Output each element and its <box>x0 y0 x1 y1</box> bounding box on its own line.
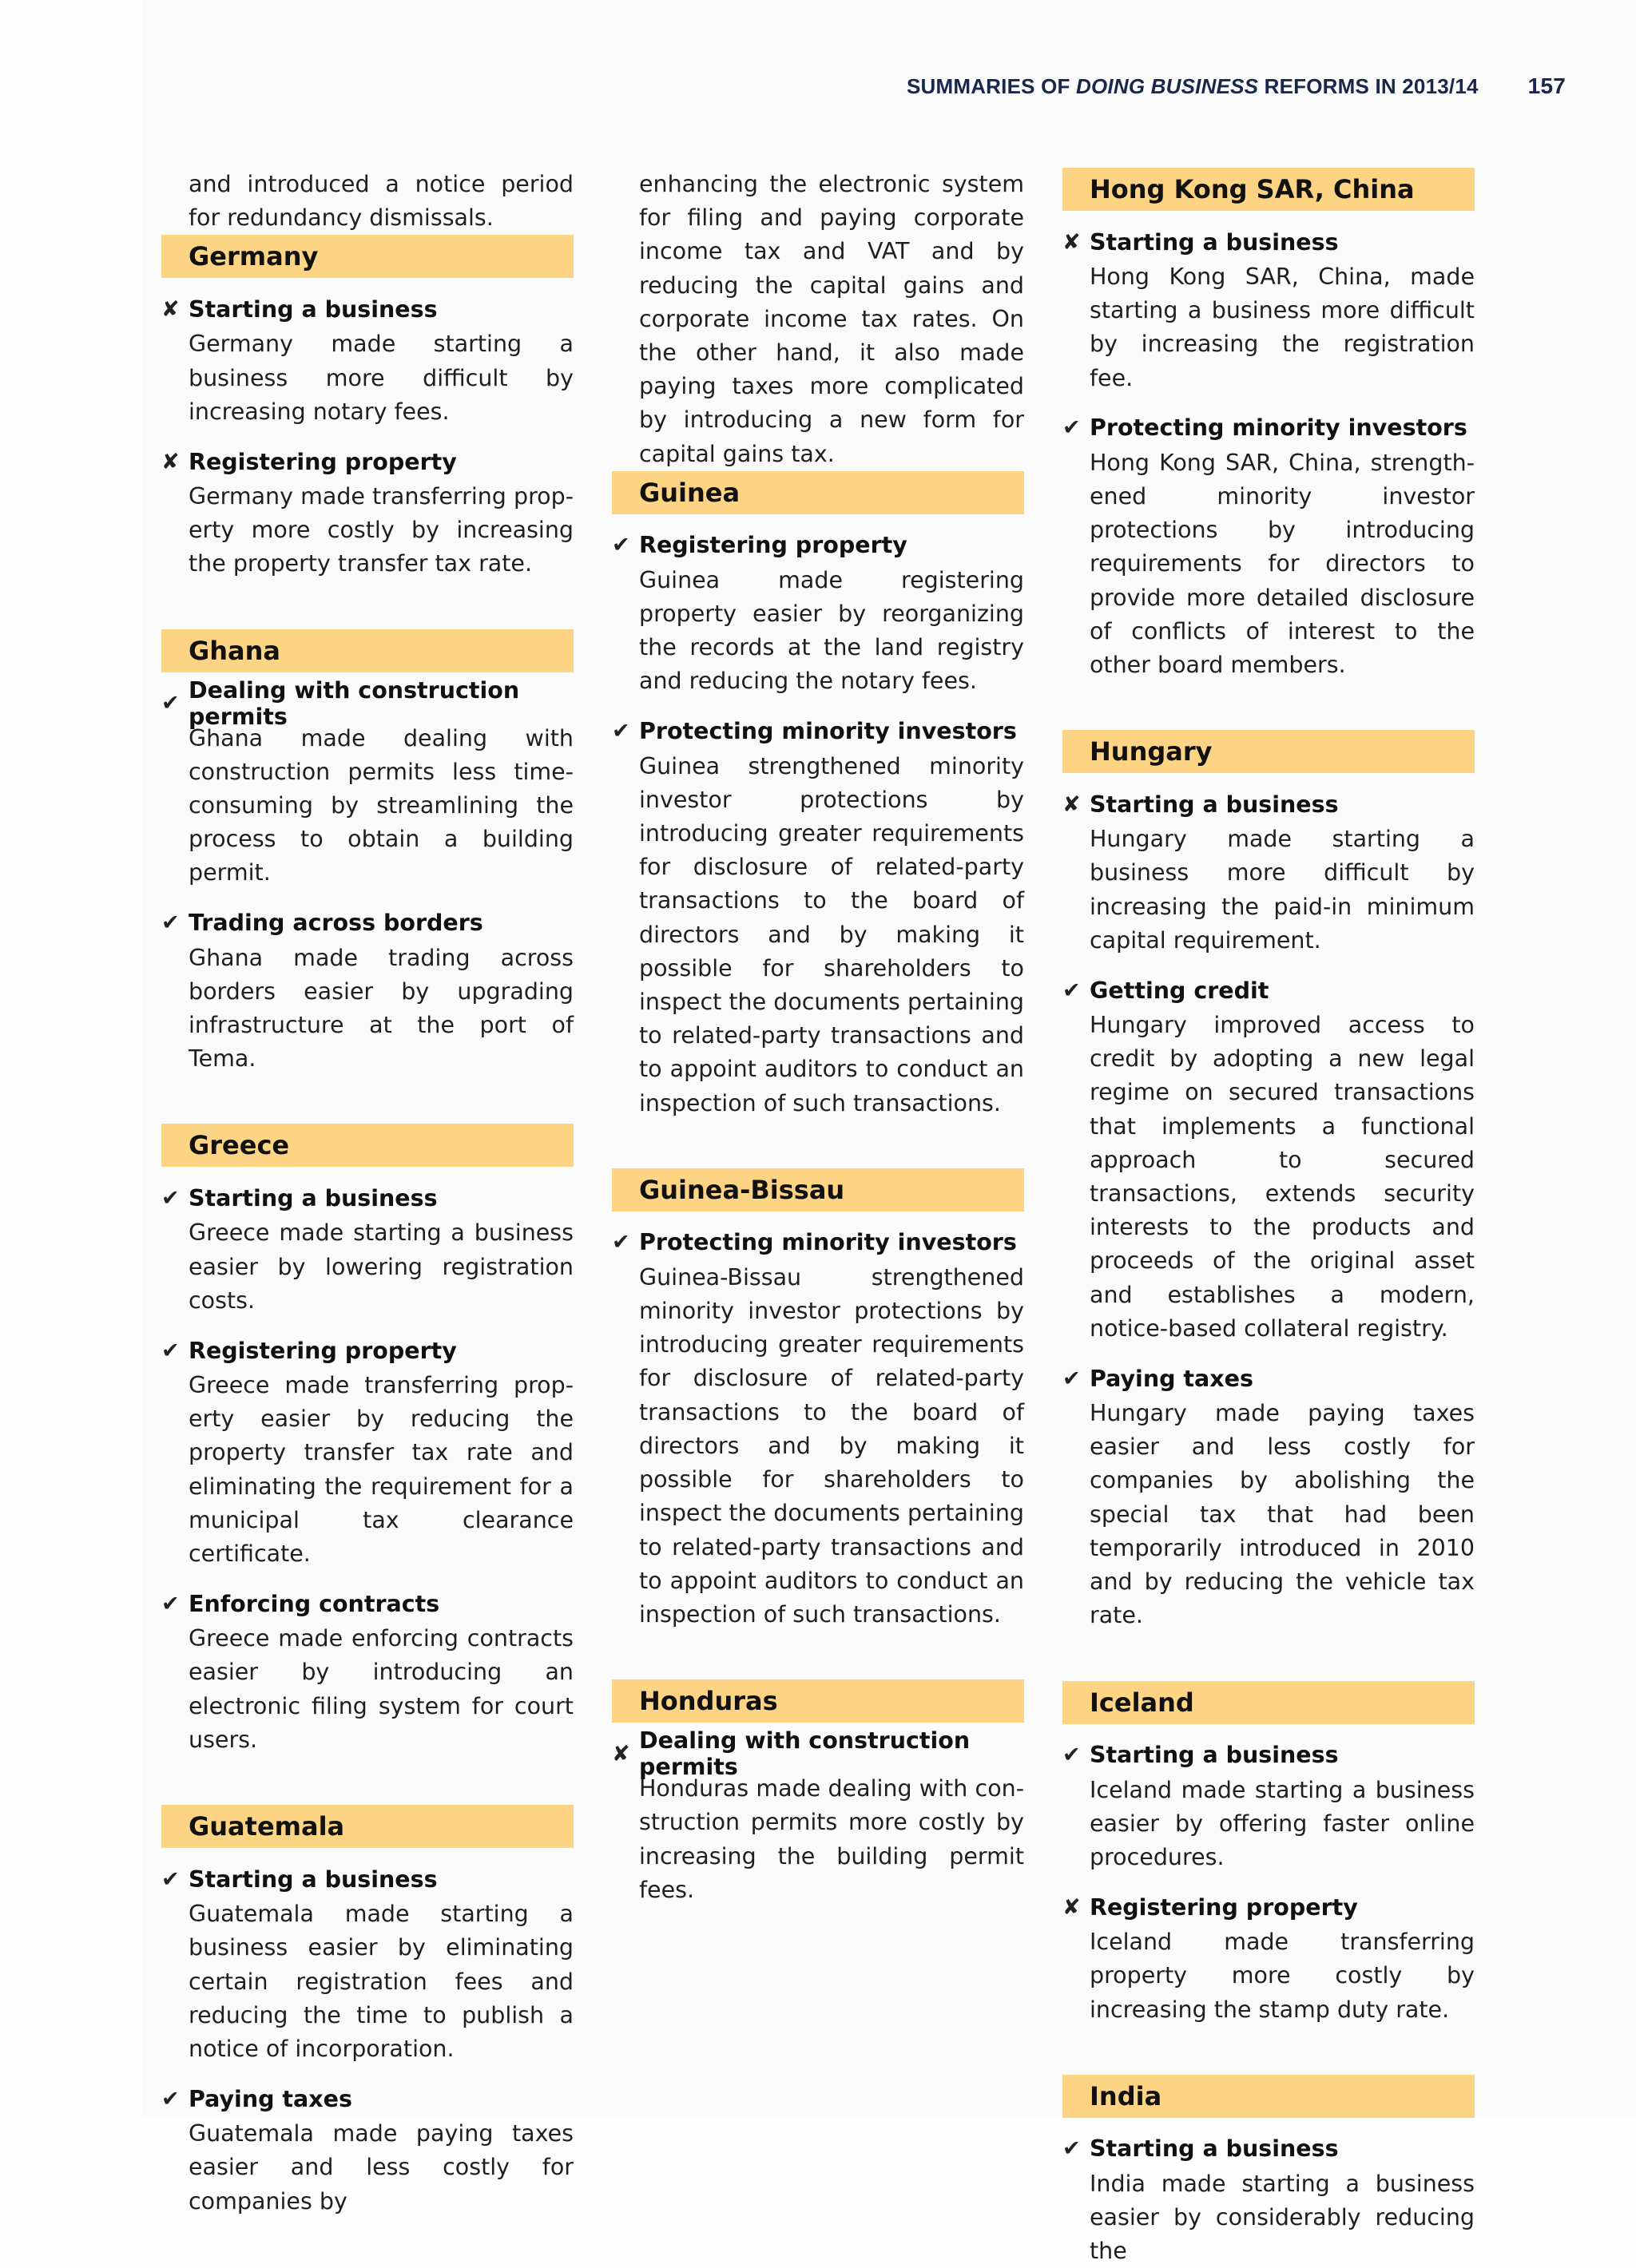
check-mark-icon: ✔ <box>161 1591 180 1616</box>
check-mark-icon: ✔ <box>161 1866 180 1892</box>
reform-description: India made starting a business easier by considerably reducing the <box>1090 2170 1475 2265</box>
country-heading-bar <box>612 1679 1024 1723</box>
reform-item <box>161 443 574 581</box>
reform-item <box>1062 2131 1475 2268</box>
country-heading-bar <box>161 1124 574 1167</box>
reform-title: Dealing with construction permits <box>189 676 520 730</box>
reform-item <box>612 713 1024 1120</box>
reform-heading <box>161 1585 574 1622</box>
page-number: 157 <box>1527 73 1566 98</box>
reform-heading <box>1062 1737 1475 1774</box>
country-section <box>1062 730 1475 1632</box>
reform-title: Starting a business <box>1090 2135 1339 2163</box>
reform-heading <box>1062 786 1475 823</box>
reform-item <box>612 527 1024 699</box>
check-mark-icon: ✔ <box>161 910 180 936</box>
reform-heading <box>612 1224 1024 1261</box>
country-name: Hong Kong SAR, China <box>1090 174 1415 204</box>
reform-heading <box>1062 972 1475 1009</box>
country-name: Greece <box>189 1130 290 1161</box>
country-section <box>612 1679 1024 1907</box>
reform-title: Getting credit <box>1090 977 1269 1004</box>
reform-heading <box>1062 410 1475 446</box>
reform-title: Protecting minority investors <box>639 1229 1017 1256</box>
country-heading-bar <box>161 1805 574 1848</box>
country-section <box>612 471 1024 1120</box>
country-section <box>1062 2075 1475 2268</box>
reform-heading <box>612 527 1024 564</box>
country-heading-bar <box>1062 1681 1475 1724</box>
reform-heading <box>612 713 1024 750</box>
reform-title: Paying taxes <box>189 2085 352 2112</box>
reform-item <box>1062 786 1475 958</box>
reform-description: Hungary made paying taxes easier and less costly for companies by abolishing the special tax that had been temporarily introduced in 2010 and by reducing the vehicle tax rate. <box>1090 1400 1475 1629</box>
running-head <box>907 70 1566 102</box>
country-heading-bar <box>1062 168 1475 211</box>
reform-description: Iceland made starting a business easier by offering faster online procedures. <box>1090 1776 1475 1870</box>
reform-item <box>161 1585 574 1757</box>
country-name: Guinea <box>639 477 741 508</box>
running-title-italic: DOING BUSINESS <box>1076 73 1259 98</box>
cross-mark-icon: ✘ <box>1062 791 1081 817</box>
reform-title: Starting a business <box>1090 228 1339 256</box>
reform-title: Registering property <box>1090 1893 1358 1921</box>
reform-title: Starting a business <box>1090 791 1339 818</box>
reform-title: Starting a business <box>189 295 438 323</box>
reform-title: Trading across borders <box>189 910 483 937</box>
column-1 <box>161 168 574 2218</box>
reform-description: Iceland made transferring property more costly by increasing the stamp duty rate. <box>1090 1929 1475 2023</box>
country-heading-bar <box>161 235 574 278</box>
reform-title: Starting a business <box>189 1866 438 1893</box>
reform-item <box>1062 410 1475 682</box>
reform-description: Greece made transferring property easier by reducing the property transfer tax rate and eliminating the requirement for a municipal tax clearance certificate. <box>189 1372 574 1568</box>
reform-item <box>1062 1737 1475 1875</box>
reform-description: Guatemala made paying taxes easier and less costly for companies by <box>189 2120 574 2214</box>
reform-description: Honduras made dealing with construction permits more costly by increasing the building permit fees. <box>639 1775 1024 1903</box>
country-heading-bar <box>1062 730 1475 773</box>
country-name: Iceland <box>1090 1687 1194 1718</box>
reform-item <box>161 291 574 429</box>
reform-description: Germany made starting a business more difficult by increasing notary fees. <box>189 331 574 425</box>
country-name: India <box>1090 2080 1162 2111</box>
country-name: Hungary <box>1090 736 1213 767</box>
country-section <box>161 1124 574 1757</box>
reform-title: Protecting minority investors <box>639 718 1017 745</box>
country-heading-bar <box>161 629 574 672</box>
reform-description: Hungary improved access to credit by adopting a new legal regime on secured transactions that implements a functional approach to secured transactions, extends security interests to the products and proceeds of the original asset and establishes a modern, notice-based collateral registry. <box>1090 1012 1475 1342</box>
reform-title: Starting a business <box>189 1184 438 1211</box>
check-mark-icon: ✔ <box>1062 977 1081 1003</box>
reform-title: Protecting minority investors <box>1090 414 1467 442</box>
reform-heading <box>612 1727 1024 1781</box>
reform-heading <box>161 1861 574 1897</box>
reform-heading <box>161 905 574 942</box>
reform-heading <box>161 2080 574 2117</box>
reform-heading <box>161 676 574 730</box>
reform-description: Ghana made trading across borders easier by upgrading infrastructure at the port of Tema. <box>189 944 574 1073</box>
reform-item <box>161 676 574 890</box>
reform-heading <box>161 1180 574 1216</box>
continued-paragraph: and introduced a notice period for redundancy dismissals. <box>189 171 574 232</box>
running-title <box>907 74 1479 99</box>
reform-item <box>161 905 574 1077</box>
reform-heading <box>1062 1360 1475 1397</box>
reform-title: Enforcing contracts <box>189 1590 440 1617</box>
reform-heading <box>1062 224 1475 260</box>
cross-mark-icon: ✘ <box>1062 1894 1081 1920</box>
country-name: Germany <box>189 241 319 272</box>
cross-mark-icon: ✘ <box>1062 229 1081 255</box>
reform-item <box>1062 224 1475 395</box>
reform-item <box>1062 1889 1475 2027</box>
reform-title: Registering property <box>189 448 457 475</box>
country-section <box>161 1805 574 2218</box>
reform-item <box>612 1727 1024 1907</box>
reform-description: Hong Kong SAR, China, strengthened minority investor protections by introducing requirements for directors to provide more detailed disclosure of conflicts of interest to the other board members. <box>1090 449 1475 679</box>
reform-description: Hungary made starting a business more difficult by increasing the paid-in minimum capital requirement. <box>1090 826 1475 954</box>
check-mark-icon: ✔ <box>1062 1366 1081 1391</box>
country-name: Ghana <box>189 635 281 666</box>
country-heading-bar <box>612 1168 1024 1211</box>
reform-description: Ghana made dealing with construction permits less time-consuming by streamlining the process to obtain a building permit. <box>189 724 574 886</box>
reform-heading <box>161 443 574 480</box>
reform-description: Greece made enforcing contracts easier by introducing an electronic filing system for court users. <box>189 1625 574 1753</box>
reform-item <box>161 1861 574 2066</box>
reform-description: Guatemala made starting a business easier by eliminating certain registration fees and reducing the time to publish a notice of incorporation. <box>189 1901 574 2062</box>
cross-mark-icon: ✘ <box>161 449 180 474</box>
reform-description: Greece made starting a business easier by lowering registration costs. <box>189 1219 574 1314</box>
country-section <box>1062 168 1475 682</box>
reform-item <box>161 2080 574 2218</box>
check-mark-icon: ✔ <box>612 719 630 744</box>
check-mark-icon: ✔ <box>161 1185 180 1211</box>
cross-mark-icon: ✘ <box>161 296 180 322</box>
reform-item <box>161 1332 574 1571</box>
continued-paragraph: enhancing the electronic system for filing and paying corporate income tax and VAT and by reducing the capital gains and corporate income tax rates. On the other hand, it also made paying taxes more complicated by introducing a new form for capital gains tax. <box>639 171 1024 467</box>
reform-heading <box>161 291 574 327</box>
check-mark-icon: ✔ <box>612 1230 630 1255</box>
running-title-post: REFORMS IN 2013/14 <box>1258 73 1479 98</box>
reform-title: Starting a business <box>1090 1742 1339 1768</box>
country-section <box>1062 1681 1475 2027</box>
reform-description: Guinea-Bissau strengthened minority investor protections by introducing greater requirements for disclosure of related-party transactions to the board of directors and by making it possible for shareholders to inspect the documents pertaining to related-party transactions and to appoint auditors to conduct an inspection of such transactions. <box>639 1263 1024 1628</box>
reform-description: Guinea made registering property easier by reorganizing the records at the land registry and reducing the notary fees. <box>639 566 1024 695</box>
reform-item <box>161 1180 574 1318</box>
country-name: Guatemala <box>189 1811 345 1842</box>
country-section <box>161 235 574 581</box>
reform-heading <box>1062 1889 1475 1925</box>
reform-heading <box>1062 2131 1475 2167</box>
reform-title: Paying taxes <box>1090 1365 1253 1392</box>
column-3 <box>1062 168 1475 2268</box>
check-mark-icon: ✔ <box>1062 1743 1081 1767</box>
check-mark-icon: ✔ <box>1062 2136 1081 2162</box>
country-heading-bar <box>1062 2075 1475 2118</box>
check-mark-icon: ✔ <box>161 2086 180 2111</box>
reform-description: Germany made transferring property more costly by increasing the property transfer tax rate. <box>189 483 574 577</box>
check-mark-icon: ✔ <box>1062 415 1081 441</box>
check-mark-icon: ✔ <box>161 691 180 716</box>
running-title-pre: SUMMARIES OF <box>906 73 1077 98</box>
reform-description: Guinea strengthened minority investor protections by introducing greater requirements for disclosure of related-party transactions to the board of directors and by making it possible for shareholders to inspect the documents pertaining to related-party transactions and to appoint auditors to conduct an inspection of such transactions. <box>639 752 1024 1116</box>
reform-item <box>1062 972 1475 1346</box>
country-heading-bar <box>612 471 1024 514</box>
country-section <box>612 1168 1024 1632</box>
country-section <box>161 629 574 1077</box>
reform-heading <box>161 1332 574 1369</box>
country-name: Guinea-Bissau <box>639 1174 845 1205</box>
reform-title: Dealing with construction permits <box>639 1727 971 1781</box>
column-2 <box>612 168 1024 1907</box>
reform-title: Registering property <box>189 1337 457 1364</box>
country-name: Honduras <box>639 1686 778 1717</box>
reform-title: Registering property <box>639 532 907 559</box>
cross-mark-icon: ✘ <box>612 1741 630 1766</box>
check-mark-icon: ✔ <box>161 1338 180 1363</box>
check-mark-icon: ✔ <box>612 533 630 558</box>
reform-item <box>612 1224 1024 1632</box>
reform-item <box>1062 1360 1475 1632</box>
reform-description: Hong Kong SAR, China, made starting a business more difficult by increasing the registration fee. <box>1090 264 1475 391</box>
